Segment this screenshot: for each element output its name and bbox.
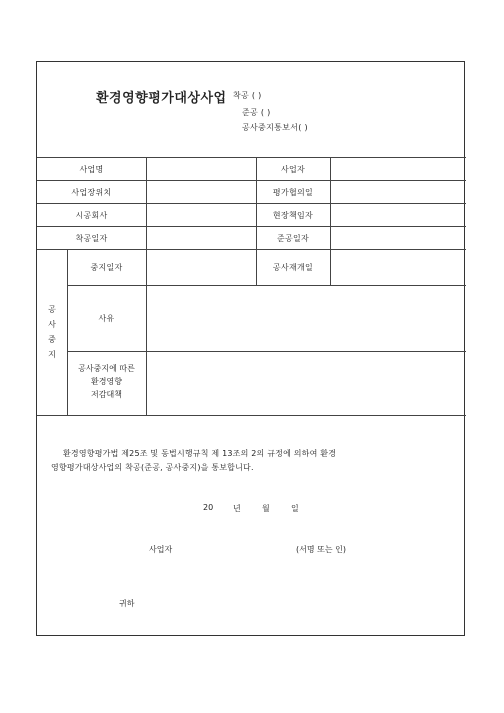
label-site-manager: 현장책임자	[272, 211, 314, 220]
col-divider	[330, 249, 331, 285]
suspension-section-label: 공 사 중 지	[48, 305, 56, 359]
date-day: 일	[291, 504, 299, 513]
label-reason: 사유	[98, 314, 115, 323]
label-start-date: 착공일자	[75, 234, 108, 243]
label-resume-date: 공사재개일	[272, 263, 314, 272]
label-construction-company: 시공회사	[75, 211, 108, 220]
recipient-label: 귀하	[119, 599, 135, 608]
date-year: 년	[233, 504, 241, 513]
label-assessment-consultation: 평가협의일	[272, 188, 314, 197]
option-suspend: 공사중지통보서( )	[242, 123, 308, 132]
divider	[67, 351, 466, 352]
divider	[37, 249, 466, 250]
label-business-operator: 사업자	[280, 165, 306, 174]
label-mitigation: 공사중지에 따른 환경영향 저감대책	[78, 364, 135, 399]
label-suspend-date: 중지일자	[90, 263, 123, 272]
label-completion-date: 준공일자	[276, 234, 310, 243]
date-year-prefix: 20	[203, 503, 214, 512]
option-complete: 준공 ( )	[242, 108, 271, 117]
col-divider	[330, 157, 331, 249]
label-business-location: 사업장위치	[71, 188, 112, 197]
col-divider	[146, 249, 147, 415]
option-start: 착공 ( )	[233, 91, 262, 100]
divider	[37, 180, 466, 181]
signature-label: 사업자	[149, 545, 173, 554]
form-title: 환경영향평가대상사업	[96, 91, 227, 106]
divider	[37, 157, 466, 158]
divider	[67, 285, 466, 286]
date-month: 월	[262, 504, 270, 513]
divider	[37, 226, 466, 227]
label-business-name: 사업명	[79, 165, 104, 174]
notice-text: 환경영향평가법 제25조 및 동법시행규칙 제 13조의 2의 규정에 의하여 환경 영향평가대상사업의 착공(준공, 공사중지)을 통보합니다.	[51, 449, 337, 472]
col-divider	[146, 157, 147, 249]
notification-form	[36, 61, 465, 636]
signature-note: (서명 또는 인)	[296, 545, 346, 554]
divider	[37, 415, 466, 416]
divider	[37, 203, 466, 204]
